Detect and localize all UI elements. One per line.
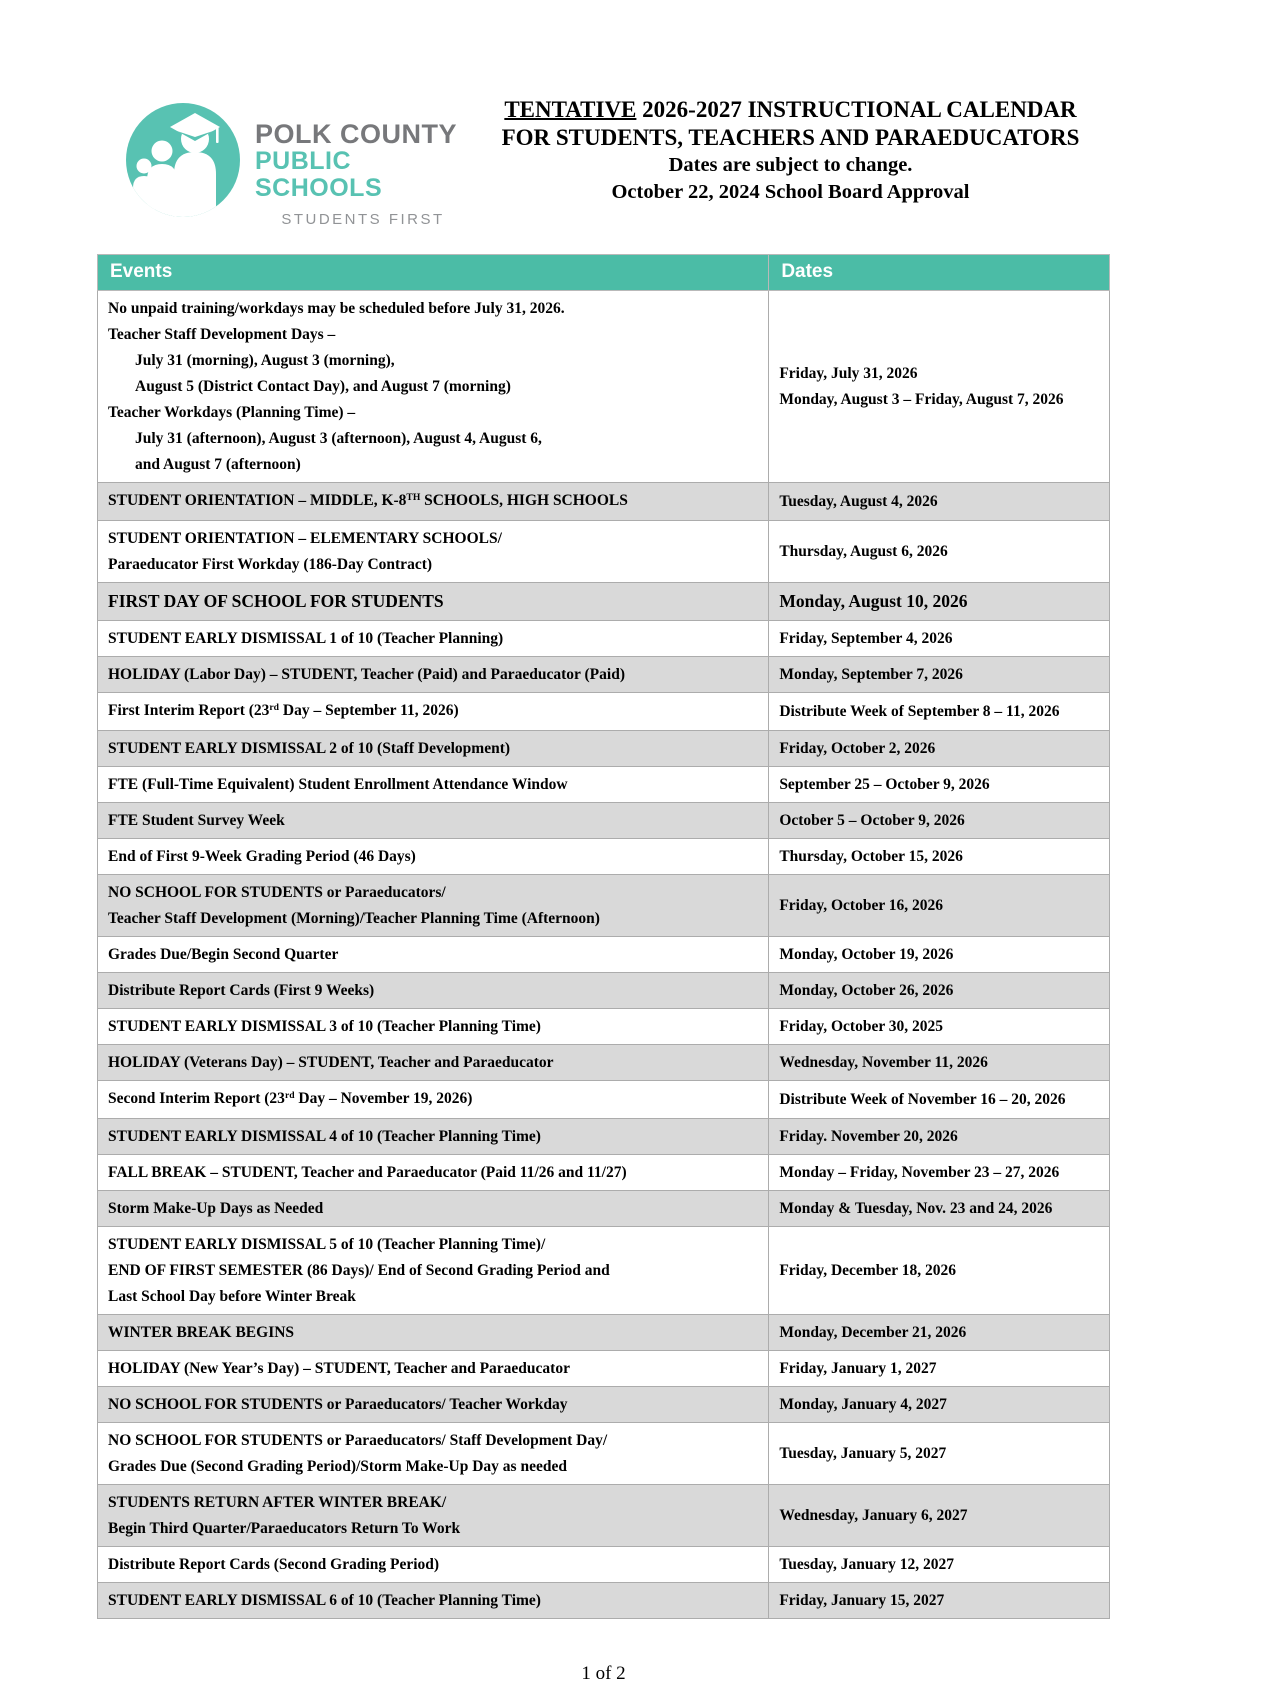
cell-text-line: July 31 (afternoon), August 3 (afternoon), August 4, August 6,: [135, 430, 542, 447]
event-cell: [98, 1423, 769, 1485]
event-cell: [98, 483, 769, 521]
calendar-row: [98, 1045, 1110, 1081]
cell-text-line: October 5 – October 9, 2026: [779, 812, 965, 829]
cell-text-line: Teacher Staff Development Days –: [108, 326, 336, 343]
cell-text-line: Tuesday, August 4, 2026: [779, 493, 938, 510]
event-cell: [98, 693, 769, 731]
calendar-row: [98, 1423, 1110, 1485]
event-cell: [98, 1583, 769, 1619]
event-cell: [98, 1009, 769, 1045]
cell-text-line: STUDENT ORIENTATION – ELEMENTARY SCHOOLS/: [108, 530, 502, 547]
cell-text-line: Last School Day before Winter Break: [108, 1288, 356, 1305]
event-cell: [98, 1081, 769, 1119]
event-cell: [98, 621, 769, 657]
date-cell: [769, 1387, 1110, 1423]
event-cell: [98, 1547, 769, 1583]
cell-text-line: Friday, January 15, 2027: [779, 1592, 945, 1609]
date-cell: [769, 1227, 1110, 1315]
date-cell: [769, 1423, 1110, 1485]
cell-text-line: Tuesday, January 5, 2027: [779, 1445, 947, 1462]
subtitle-line-1: Dates are subject to change.: [668, 154, 913, 176]
date-cell: [769, 583, 1110, 621]
instructional-calendar-table: [97, 254, 1110, 1619]
date-cell: [769, 621, 1110, 657]
cell-text-line: Monday, August 10, 2026: [779, 591, 968, 611]
cell-text-line: Tuesday, January 12, 2027: [779, 1556, 955, 1573]
cell-text-line: Friday, July 31, 2026: [779, 365, 918, 382]
cell-text-line: Friday, October 2, 2026: [779, 740, 936, 757]
event-cell: [98, 521, 769, 583]
calendar-row: [98, 875, 1110, 937]
cell-text-line: NO SCHOOL FOR STUDENTS or Paraeducators/ Teacher Workday: [108, 1396, 568, 1413]
cell-text-line: Monday, October 19, 2026: [779, 946, 954, 963]
event-cell: [98, 1351, 769, 1387]
cell-text-line: September 25 – October 9, 2026: [779, 776, 990, 793]
cell-text-line: Storm Make-Up Days as Needed: [108, 1200, 324, 1217]
page-number: 1 of 2: [581, 1663, 626, 1684]
calendar-row: [98, 1227, 1110, 1315]
title-line-2: FOR STUDENTS, TEACHERS AND PARAEDUCATORS: [501, 125, 1080, 150]
event-cell: [98, 291, 769, 483]
cell-text-line: Second Interim Report (23rd Day – November 19, 2026): [108, 1090, 473, 1107]
calendar-row: [98, 1315, 1110, 1351]
dates-column-header: Dates: [769, 255, 1110, 291]
events-column-header: Events: [98, 255, 769, 291]
cell-text-line: STUDENT ORIENTATION – MIDDLE, K-8TH SCHOOLS, HIGH SCHOOLS: [108, 492, 628, 509]
event-cell: [98, 1045, 769, 1081]
document-header: [97, 0, 1110, 228]
date-cell: [769, 973, 1110, 1009]
calendar-row: [98, 1547, 1110, 1583]
title-line-1: [471, 96, 1110, 124]
calendar-row: [98, 291, 1110, 483]
cell-text-line: FIRST DAY OF SCHOOL FOR STUDENTS: [108, 591, 444, 611]
event-cell: [98, 583, 769, 621]
date-cell: [769, 1351, 1110, 1387]
calendar-row: [98, 731, 1110, 767]
date-cell: [769, 693, 1110, 731]
calendar-row: [98, 937, 1110, 973]
cell-text-line: HOLIDAY (New Year’s Day) – STUDENT, Teacher and Paraeducator: [108, 1360, 570, 1377]
event-cell: [98, 839, 769, 875]
date-cell: [769, 1485, 1110, 1547]
event-cell: [98, 1485, 769, 1547]
cell-text-line: END OF FIRST SEMESTER (86 Days)/ End of Second Grading Period and: [108, 1262, 610, 1279]
date-cell: [769, 839, 1110, 875]
cell-text-line: Begin Third Quarter/Paraeducators Return To Work: [108, 1520, 461, 1537]
cell-text-line: HOLIDAY (Labor Day) – STUDENT, Teacher (Paid) and Paraeducator (Paid): [108, 666, 625, 683]
cell-text-line: Friday, January 1, 2027: [779, 1360, 937, 1377]
date-cell: [769, 1547, 1110, 1583]
date-cell: [769, 1119, 1110, 1155]
cell-text-line: NO SCHOOL FOR STUDENTS or Paraeducators/: [108, 884, 446, 901]
date-cell: [769, 1191, 1110, 1227]
cell-text-line: Friday, December 18, 2026: [779, 1262, 956, 1279]
event-cell: [98, 803, 769, 839]
date-cell: [769, 767, 1110, 803]
cell-text-line: Teacher Staff Development (Morning)/Teacher Planning Time (Afternoon): [108, 910, 600, 927]
cell-text-line: Monday & Tuesday, Nov. 23 and 24, 2026: [779, 1200, 1053, 1217]
calendar-row: [98, 767, 1110, 803]
document-title-block: [471, 92, 1110, 206]
cell-text-line: STUDENT EARLY DISMISSAL 3 of 10 (Teacher Planning Time): [108, 1018, 541, 1035]
logo-name-line2: PUBLIC SCHOOLS: [255, 147, 383, 202]
calendar-row: [98, 1583, 1110, 1619]
cell-text-line: Monday – Friday, November 23 – 27, 2026: [779, 1164, 1060, 1181]
cell-text-line: FALL BREAK – STUDENT, Teacher and Paraeducator (Paid 11/26 and 11/27): [108, 1164, 627, 1181]
cell-text-line: Distribute Report Cards (First 9 Weeks): [108, 982, 375, 999]
event-cell: [98, 1315, 769, 1351]
cell-text-line: July 31 (morning), August 3 (morning),: [135, 352, 395, 369]
event-cell: [98, 1227, 769, 1315]
event-cell: [98, 1387, 769, 1423]
date-cell: [769, 657, 1110, 693]
cell-text-line: First Interim Report (23rd Day – September 11, 2026): [108, 702, 459, 719]
document-content: [97, 0, 1110, 1685]
date-cell: [769, 1155, 1110, 1191]
cell-text-line: End of First 9-Week Grading Period (46 Days): [108, 848, 416, 865]
event-cell: [98, 1155, 769, 1191]
date-cell: [769, 1045, 1110, 1081]
cell-text-line: Thursday, October 15, 2026: [779, 848, 963, 865]
calendar-row: [98, 1351, 1110, 1387]
event-cell: [98, 657, 769, 693]
date-cell: [769, 803, 1110, 839]
cell-text-line: Distribute Week of September 8 – 11, 2026: [779, 703, 1060, 720]
calendar-row: [98, 621, 1110, 657]
logo-name-line1: POLK COUNTY: [255, 119, 458, 149]
cell-text-line: Grades Due (Second Grading Period)/Storm Make-Up Day as needed: [108, 1458, 567, 1475]
cell-text-line: STUDENTS RETURN AFTER WINTER BREAK/: [108, 1494, 447, 1511]
cell-text-line: Friday, September 4, 2026: [779, 630, 953, 647]
cell-text-line: Distribute Report Cards (Second Grading Period): [108, 1556, 440, 1573]
date-cell: [769, 521, 1110, 583]
logo-text: [255, 92, 471, 228]
calendar-row: [98, 1009, 1110, 1045]
event-cell: [98, 937, 769, 973]
event-cell: [98, 731, 769, 767]
cell-text-line: Monday, December 21, 2026: [779, 1324, 967, 1341]
calendar-row: [98, 839, 1110, 875]
cell-text-line: Friday, October 30, 2025: [779, 1018, 944, 1035]
calendar-row: [98, 1081, 1110, 1119]
cell-text-line: Teacher Workdays (Planning Time) –: [108, 404, 356, 421]
cell-text-line: Friday. November 20, 2026: [779, 1128, 958, 1145]
cell-text-line: August 5 (District Contact Day), and August 7 (morning): [135, 378, 511, 395]
calendar-row: [98, 1191, 1110, 1227]
cell-text-line: NO SCHOOL FOR STUDENTS or Paraeducators/ Staff Development Day/: [108, 1432, 608, 1449]
cell-text-line: WINTER BREAK BEGINS: [108, 1324, 295, 1341]
calendar-row: [98, 1485, 1110, 1547]
date-cell: [769, 483, 1110, 521]
date-cell: [769, 937, 1110, 973]
cell-text-line: FTE Student Survey Week: [108, 812, 285, 829]
calendar-row: [98, 483, 1110, 521]
cell-text-line: STUDENT EARLY DISMISSAL 5 of 10 (Teacher Planning Time)/: [108, 1236, 546, 1253]
cell-text-line: Distribute Week of November 16 – 20, 2026: [779, 1091, 1066, 1108]
date-cell: [769, 1583, 1110, 1619]
title-underlined-word: TENTATIVE: [504, 97, 637, 122]
calendar-row: [98, 1155, 1110, 1191]
cell-text-line: Monday, August 3 – Friday, August 7, 2026: [779, 391, 1064, 408]
cell-text-line: STUDENT EARLY DISMISSAL 4 of 10 (Teacher Planning Time): [108, 1128, 541, 1145]
cell-text-line: STUDENT EARLY DISMISSAL 2 of 10 (Staff Development): [108, 740, 511, 757]
cell-text-line: Grades Due/Begin Second Quarter: [108, 946, 339, 963]
event-cell: [98, 767, 769, 803]
cell-text-line: Monday, October 26, 2026: [779, 982, 954, 999]
cell-text-line: FTE (Full-Time Equivalent) Student Enrollment Attendance Window: [108, 776, 568, 793]
cell-text-line: Thursday, August 6, 2026: [779, 543, 948, 560]
event-cell: [98, 973, 769, 1009]
cell-text-line: Wednesday, November 11, 2026: [779, 1054, 988, 1071]
date-cell: [769, 291, 1110, 483]
cell-text-line: HOLIDAY (Veterans Day) – STUDENT, Teacher and Paraeducator: [108, 1054, 554, 1071]
calendar-row: [98, 1387, 1110, 1423]
event-cell: [98, 875, 769, 937]
date-cell: [769, 1081, 1110, 1119]
table-header-row: [98, 255, 1110, 291]
date-cell: [769, 1009, 1110, 1045]
calendar-row: [98, 973, 1110, 1009]
calendar-row: [98, 693, 1110, 731]
cell-text-line: Friday, October 16, 2026: [779, 897, 944, 914]
calendar-row: [98, 521, 1110, 583]
polk-county-logo: [123, 92, 471, 228]
cell-text-line: No unpaid training/workdays may be scheduled before July 31, 2026.: [108, 300, 565, 317]
subtitle-line-2: October 22, 2024 School Board Approval: [611, 181, 970, 203]
cell-text-line: STUDENT EARLY DISMISSAL 6 of 10 (Teacher Planning Time): [108, 1592, 541, 1609]
calendar-row: [98, 583, 1110, 621]
date-cell: [769, 875, 1110, 937]
calendar-row: [98, 1119, 1110, 1155]
cell-text-line: Wednesday, January 6, 2027: [779, 1507, 968, 1524]
logo-tagline: STUDENTS FIRST: [281, 211, 445, 228]
cell-text-line: and August 7 (afternoon): [135, 456, 301, 473]
event-cell: [98, 1191, 769, 1227]
date-cell: [769, 1315, 1110, 1351]
cell-text-line: Monday, January 4, 2027: [779, 1396, 947, 1413]
title-rest: 2026-2027 INSTRUCTIONAL CALENDAR: [636, 97, 1077, 122]
cell-text-line: STUDENT EARLY DISMISSAL 1 of 10 (Teacher Planning): [108, 630, 504, 647]
cell-text-line: Paraeducator First Workday (186-Day Contract): [108, 556, 433, 573]
event-cell: [98, 1119, 769, 1155]
calendar-row: [98, 803, 1110, 839]
school-district-logo-icon: [123, 100, 243, 220]
cell-text-line: Monday, September 7, 2026: [779, 666, 963, 683]
date-cell: [769, 731, 1110, 767]
calendar-row: [98, 657, 1110, 693]
